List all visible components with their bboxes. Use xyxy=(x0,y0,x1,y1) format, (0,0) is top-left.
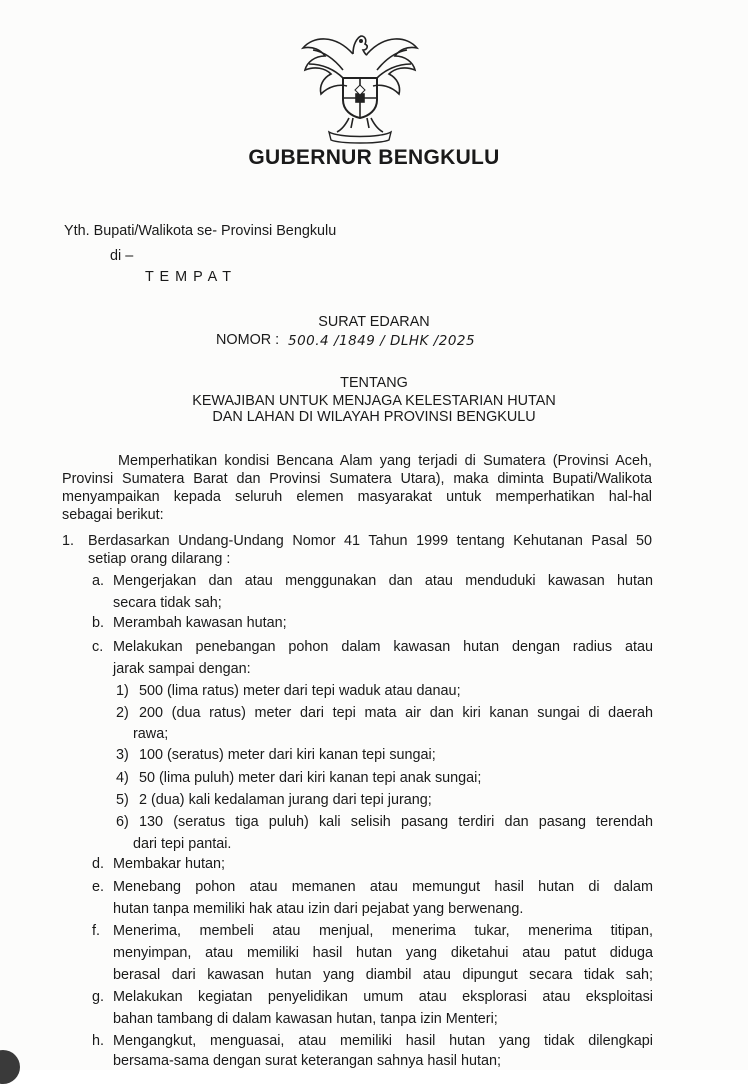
item-label: h. xyxy=(92,1033,105,1049)
sub-list-item-cont: dari tepi pantai. xyxy=(133,836,232,852)
intro-line-3: menyampaikan kepada seluruh elemen masyarakat untuk memperhatikan hal-hal xyxy=(62,489,652,505)
subitem-label: 4) xyxy=(116,770,129,786)
corner-shadow xyxy=(0,1050,20,1084)
sub-list-item: 130 (seratus tiga puluh) kali selisih pasang terdiri dan pasang terendah xyxy=(139,814,653,830)
item-label: c. xyxy=(92,639,104,655)
list-item-cont: jarak sampai dengan: xyxy=(113,661,251,677)
list-item-cont: bersama-sama dengan surat keterangan sahnya hasil hutan; xyxy=(113,1053,501,1069)
list-item: Menebang pohon atau memanen atau memungut hasil hutan di dalam xyxy=(113,879,653,895)
intro-line-2: Provinsi Sumatera Barat dan Provinsi Sumatera Utara), maka diminta Bupati/Walikota xyxy=(62,471,652,487)
list-item: Merambah kawasan hutan; xyxy=(113,615,287,631)
list-item-cont: bahan tambang di dalam kawasan hutan, tanpa izin Menteri; xyxy=(113,1011,498,1027)
subitem-label: 3) xyxy=(116,747,129,763)
point-1-line-1: Berdasarkan Undang-Undang Nomor 41 Tahun 1999 tentang Kehutanan Pasal 50 xyxy=(88,533,652,549)
nomor-label: NOMOR : xyxy=(216,332,280,348)
garuda-emblem-icon xyxy=(295,14,425,146)
subitem-label: 6) xyxy=(116,814,129,830)
recipient-line: Yth. Bupati/Walikota se- Provinsi Bengkulu xyxy=(64,223,337,239)
sub-list-item: 50 (lima puluh) meter dari kiri kanan tepi anak sungai; xyxy=(139,770,482,786)
item-label: f. xyxy=(92,923,100,939)
list-item: Melakukan penebangan pohon dalam kawasan hutan dengan radius atau xyxy=(113,639,653,655)
list-item: Mengangkut, menguasai, atau memiliki hasil hutan yang tidak dilengkapi xyxy=(113,1033,653,1049)
subject-line-1: KEWAJIBAN UNTUK MENJAGA KELESTARIAN HUTAN xyxy=(192,393,556,409)
list-item: Menerima, membeli atau menjual, menerima tukar, menerima titipan, xyxy=(113,923,653,939)
letter-type: SURAT EDARAN xyxy=(318,314,430,330)
item-label: e. xyxy=(92,879,105,895)
intro-line-4: sebagai berikut: xyxy=(62,507,164,523)
letterhead-title: GUBERNUR BENGKULU xyxy=(248,146,500,169)
sub-list-item: 2 (dua) kali kedalaman jurang dari tepi jurang; xyxy=(139,792,432,808)
list-item-cont: berasal dari kawasan hutan yang diambil atau dipungut secara tidak sah; xyxy=(113,967,653,983)
point-number: 1. xyxy=(62,533,75,549)
sub-list-item: 500 (lima ratus) meter dari tepi waduk atau danau; xyxy=(139,683,461,699)
sub-list-item-cont: rawa; xyxy=(133,726,169,742)
item-label: a. xyxy=(92,573,105,589)
tentang-label: TENTANG xyxy=(340,375,408,391)
nomor-value: 500.4 /1849 / DLHK /2025 xyxy=(288,333,476,349)
point-1-line-2: setiap orang dilarang : xyxy=(88,551,231,567)
subject-line-2: DAN LAHAN DI WILAYAH PROVINSI BENGKULU xyxy=(212,409,536,425)
list-item: Membakar hutan; xyxy=(113,856,225,872)
subitem-label: 2) xyxy=(116,705,129,721)
list-item-cont: secara tidak sah; xyxy=(113,595,222,611)
item-label: b. xyxy=(92,615,105,631)
list-item-cont: menyimpan, atau memiliki hasil hutan yang diketahui atau patut diduga xyxy=(113,945,653,961)
sub-list-item: 100 (seratus) meter dari kiri kanan tepi sungai; xyxy=(139,747,436,763)
sub-list-item: 200 (dua ratus) meter dari tepi mata air dan kiri kanan sungai di daerah xyxy=(139,705,653,721)
item-label: g. xyxy=(92,989,105,1005)
list-item: Mengerjakan dan atau menggunakan dan atau menduduki kawasan hutan xyxy=(113,573,653,589)
subitem-label: 5) xyxy=(116,792,129,808)
recipient-di: di – xyxy=(110,248,134,264)
intro-line-1: Memperhatikan kondisi Bencana Alam yang terjadi di Sumatera (Provinsi Aceh, xyxy=(118,453,652,469)
list-item-cont: hutan tanpa memiliki hak atau izin dari pejabat yang berwenang. xyxy=(113,901,524,917)
recipient-tempat: T E M P A T xyxy=(145,269,232,285)
item-label: d. xyxy=(92,856,105,872)
subitem-label: 1) xyxy=(116,683,129,699)
list-item: Melakukan kegiatan penyelidikan umum atau eksplorasi atau eksploitasi xyxy=(113,989,653,1005)
